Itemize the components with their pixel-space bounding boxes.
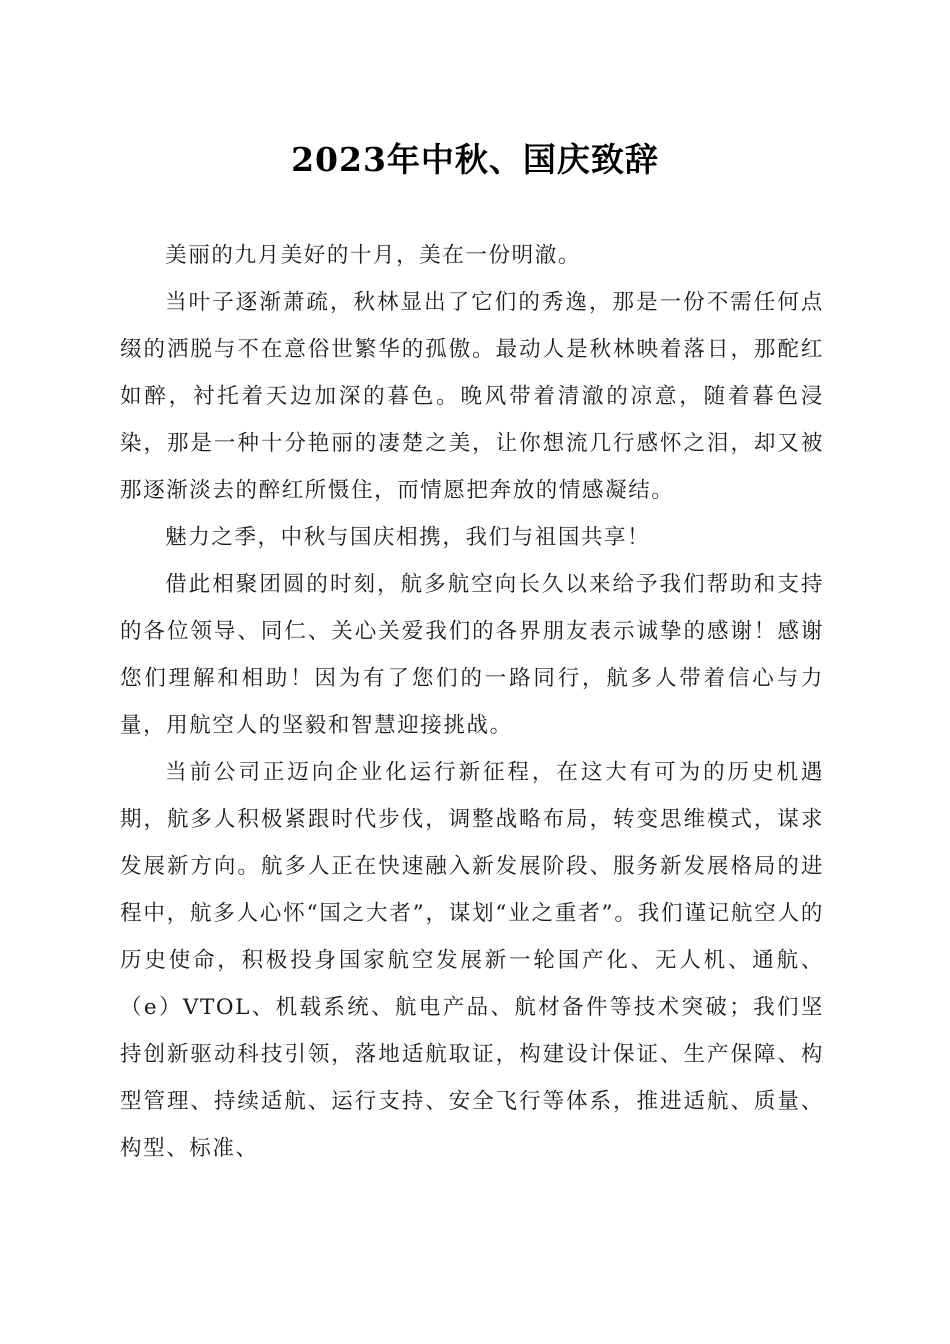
document-body [120, 232, 824, 1172]
paragraph-festival: 魅力之季，中秋与国庆相携，我们与祖国共享！ [165, 525, 651, 550]
paragraph-company-development: 当前公司正迈向企业化运行新征程，在这大有可为的历史机遇期，航多人积极紧跟时代步伐，调整战略布局，转变思维模式，谋求发展新方向。航多人正在快速融入新发展阶段、服务新发展格局的进程中，航多人心怀“国之大者”，谋划“业之重者”。我们谨记航空人的历史使命，积极投身国家航空发展新一轮国产化、无人机、通航、（e）VTOL、机载系统、航电产品、航材备件等技术突破；我们坚持创新驱动科技引领，落地适航取证，构建设计保证、生产保障、构型管理、持续适航、运行支持、安全飞行等体系，推进适航、质量、构型、标准、 [120, 760, 824, 1161]
paragraph-intro: 美丽的九月美好的十月，美在一份明澈。 [165, 243, 581, 268]
document-title: 2023年中秋、国庆致辞 [291, 140, 659, 179]
paragraph-autumn-scenery: 当叶子逐渐萧疏，秋林显出了它们的秀逸，那是一份不需任何点缀的洒脱与不在意俗世繁华的孤傲。最动人是秋林映着落日，那酡红如醉，衬托着天边加深的暮色。晚风带着清澈的凉意，随着暮色浸染，那是一种十分艳丽的凄楚之美，让你想流几行感怀之泪，却又被那逐渐淡去的醉红所慑住，而情愿把奔放的情感凝结。 [120, 290, 824, 503]
paragraph-thanks: 借此相聚团圆的时刻，航多航空向长久以来给予我们帮助和支持的各位领导、同仁、关心关爱我们的各界朋友表示诚挚的感谢！感谢您们理解和相助！因为有了您们的一路同行，航多人带着信心与力量，用航空人的坚毅和智慧迎接挑战。 [120, 572, 824, 738]
